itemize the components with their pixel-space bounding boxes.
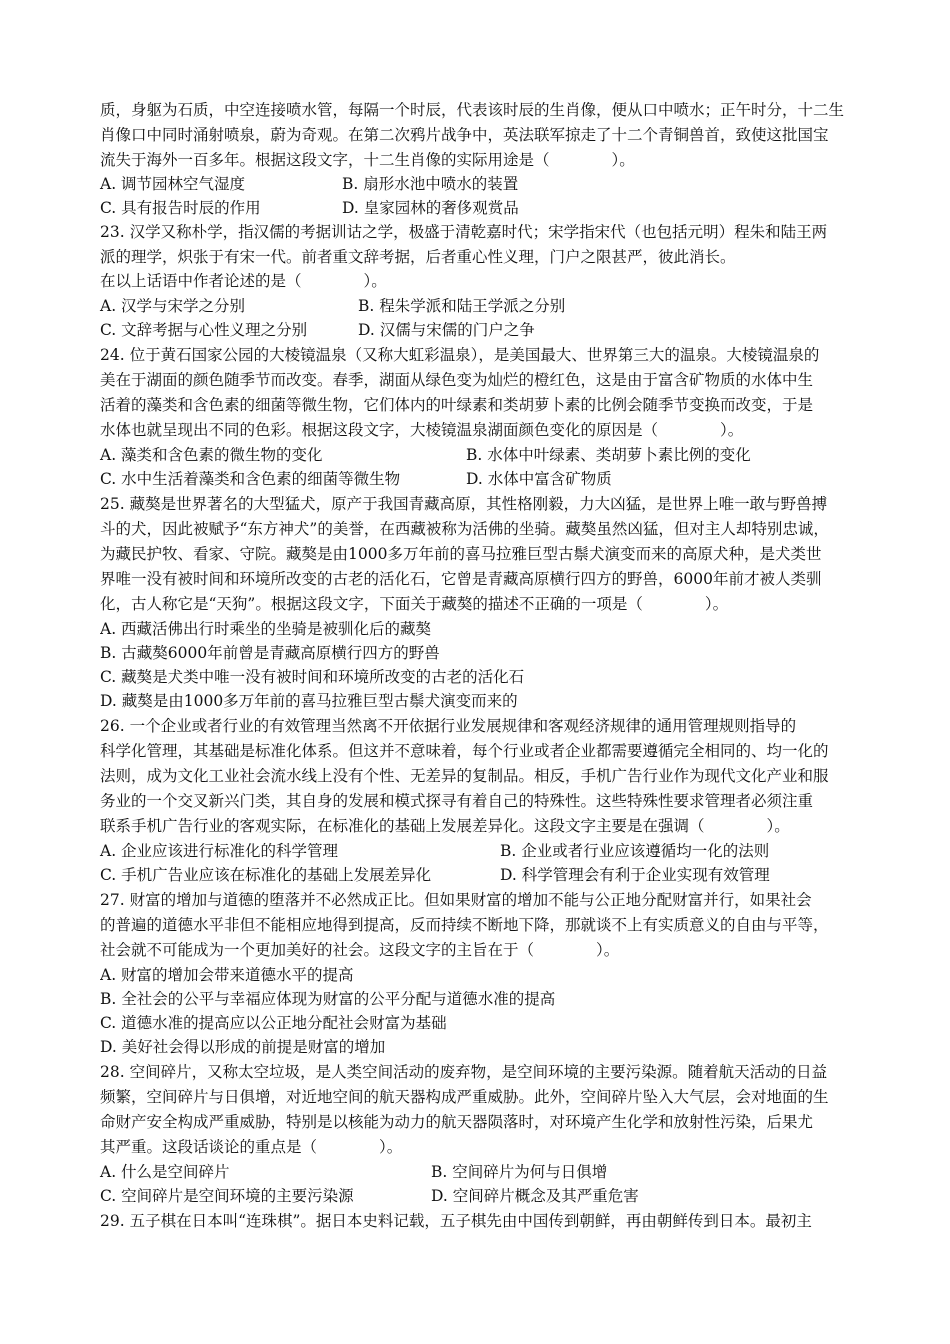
question-24-line-4: 水体也就呈现出不同的色彩。根据这段文字，大棱镜温泉湖面颜色变化的原因是（ ）。 (100, 421, 744, 439)
question-28-option-a[interactable]: A. 什么是空间碎片 (100, 1163, 230, 1181)
question-29-line-1: 29. 五子棋在日本叫“连珠棋”。据日本史料记载，五子棋先由中国传到朝鲜，再由朝鲜传到日本。最初主 (100, 1212, 812, 1230)
question-22-options-row-2 (100, 196, 858, 220)
question-28-line-1: 28. 空间碎片，又称太空垃圾，是人类空间活动的废弃物，是空间环境的主要污染源。随着航天活动的日益 (100, 1063, 828, 1081)
question-27-option-c[interactable]: C. 道德水准的提高应以公正地分配社会财富为基础 (100, 1014, 447, 1032)
question-27-option-d[interactable]: D. 美好社会得以形成的前提是财富的增加 (100, 1038, 386, 1056)
question-28-line-2: 频繁，空间碎片与日俱增，对近地空间的航天器构成严重威胁。此外，空间碎片坠入大气层，会对地面的生 (100, 1088, 829, 1106)
question-25-line-4: 界唯一没有被时间和环境所改变的古老的活化石，它曾是青藏高原横行四方的野兽，6000年前才被人类驯 (100, 570, 822, 588)
question-27-line-2: 的普遍的道德水平非但不能相应地得到提高，反而持续不断地下降，那就谈不上有实质意义的自由与平等， (100, 916, 829, 934)
question-25-option-c[interactable]: C. 藏獒是犬类中唯一没有被时间和环境所改变的古老的活化石 (100, 668, 525, 686)
question-24-option-a[interactable]: A. 藻类和含色素的微生物的变化 (100, 446, 323, 464)
question-24-line-2: 美在于湖面的颜色随季节而改变。春季，湖面从绿色变为灿烂的橙红色，这是由于富含矿物质的水体中生 (100, 371, 814, 389)
question-23-options-row-2 (100, 318, 858, 342)
question-23-line-1: 23. 汉学又称朴学，指汉儒的考据训诂之学，极盛于清乾嘉时代；宋学指宋代（也包括元明）程朱和陆王两 (100, 223, 828, 241)
question-23-option-a[interactable]: A. 汉学与宋学之分别 (100, 297, 246, 315)
question-22-line-2: 肖像口中同时涌射喷泉，蔚为奇观。在第二次鸦片战争中，英法联军掠走了十二个青铜兽首，致使这批国宝 (100, 126, 829, 144)
question-22-line-1: 质，身躯为石质，中空连接喷水管，每隔一个时辰，代表该时辰的生肖像，便从口中喷水；正午时分，十二生 (100, 101, 845, 119)
question-23-line-3: 在以上话语中作者论述的是（ ）。 (100, 272, 387, 290)
question-22-options-row-1 (100, 172, 858, 196)
question-28-options-row-1 (100, 1160, 858, 1184)
question-23-options-row-1 (100, 294, 858, 318)
question-26-option-a[interactable]: A. 企业应该进行标准化的科学管理 (100, 842, 339, 860)
question-25-option-a[interactable]: A. 西藏活佛出行时乘坐的坐骑是被驯化后的藏獒 (100, 620, 432, 638)
question-22-option-a[interactable]: A. 调节园林空气湿度 (100, 175, 246, 193)
question-22-option-c[interactable]: C. 具有报告时辰的作用 (100, 199, 261, 217)
question-28-options-row-2 (100, 1184, 858, 1208)
question-23-option-c[interactable]: C. 文辞考据与心性义理之分别 (100, 321, 308, 339)
question-25-line-1: 25. 藏獒是世界著名的大型猛犬，原产于我国青藏高原，其性格刚毅，力大凶猛，是世界上唯一敢与野兽搏 (100, 495, 828, 513)
question-27-line-3: 社会就不可能成为一个更加美好的社会。这段文字的主旨在于（ ）。 (100, 941, 620, 959)
question-24-option-b[interactable]: B. 水体中叶绿素、类胡萝卜素比例的变化 (466, 446, 751, 464)
question-24-options-row-1 (100, 443, 858, 467)
question-28-option-d[interactable]: D. 空间碎片概念及其严重危害 (431, 1187, 639, 1205)
question-26-line-5: 联系手机广告行业的客观实际，在标准化的基础上发展差异化。这段文字主要是在强调（ ）。 (100, 817, 790, 835)
question-26-option-b[interactable]: B. 企业或者行业应该遵循均一化的法则 (500, 842, 770, 860)
question-25-line-2: 斗的犬，因此被赋予“东方神犬”的美誉，在西藏被称为活佛的坐骑。藏獒虽然凶猛，但对主人却特别忠诚， (100, 520, 829, 538)
question-23-option-b[interactable]: B. 程朱学派和陆王学派之分别 (358, 297, 566, 315)
question-28-option-c[interactable]: C. 空间碎片是空间环境的主要污染源 (100, 1187, 354, 1205)
question-25-option-d[interactable]: D. 藏獒是由1000多万年前的喜马拉雅巨型古鬃犬演变而来的 (100, 692, 518, 710)
question-26-options-row-2 (100, 863, 858, 887)
question-27-option-b[interactable]: B. 全社会的公平与幸福应体现为财富的公平分配与道德水准的提高 (100, 990, 556, 1008)
question-23-line-2: 派的理学，炽张于有宋一代。前者重文辞考据，后者重心性义理，门户之限甚严，彼此消长。 (100, 248, 736, 266)
question-26-line-3: 法则，成为文化工业社会流水线上没有个性、无差异的复制品。相反，手机广告行业作为现代文化产业和服 (100, 767, 829, 785)
question-26-line-4: 务业的一个交叉新兴门类，其自身的发展和模式探寻有着自己的特殊性。这些特殊性要求管理者必须注重 (100, 792, 814, 810)
question-24-line-1: 24. 位于黄石国家公园的大棱镜温泉（又称大虹彩温泉），是美国最大、世界第三大的温泉。大棱镜温泉的 (100, 346, 820, 364)
question-24-option-c[interactable]: C. 水中生活着藻类和含色素的细菌等微生物 (100, 470, 401, 488)
question-28-line-4: 其严重。这段话谈论的重点是（ ）。 (100, 1138, 403, 1156)
question-25-line-5: 化，古人称它是“天狗”。根据这段文字，下面关于藏獒的描述不正确的一项是（ ）。 (100, 595, 729, 613)
question-26-line-2: 科学化管理，其基础是标准化体系。但这并不意味着，每个行业或者企业都需要遵循完全相同的、均一化的 (100, 742, 829, 760)
question-26-options-row-1 (100, 839, 858, 863)
question-24-option-d[interactable]: D. 水体中富含矿物质 (466, 470, 612, 488)
question-27-line-1: 27. 财富的增加与道德的堕落并不必然成正比。但如果财富的增加不能与公正地分配财富并行，如果社会 (100, 891, 812, 909)
question-26-option-c[interactable]: C. 手机广告业应该在标准化的基础上发展差异化 (100, 866, 432, 884)
question-23-option-d[interactable]: D. 汉儒与宋儒的门户之争 (358, 321, 535, 339)
question-26-option-d[interactable]: D. 科学管理会有利于企业实现有效管理 (500, 866, 770, 884)
question-24-options-row-2 (100, 467, 858, 491)
question-25-option-b[interactable]: B. 古藏獒6000年前曾是青藏高原横行四方的野兽 (100, 644, 440, 662)
question-26-line-1: 26. 一个企业或者行业的有效管理当然离不开依据行业发展规律和客观经济规律的通用管理规则指导的 (100, 717, 797, 735)
question-28-line-3: 命财产安全构成严重威胁，特别是以核能为动力的航天器陨落时，对环境产生化学和放射性污染，后果尤 (100, 1113, 814, 1131)
question-28-option-b[interactable]: B. 空间碎片为何与日俱增 (431, 1163, 608, 1181)
question-27-option-a[interactable]: A. 财富的增加会带来道德水平的提高 (100, 966, 354, 984)
question-22-option-d[interactable]: D. 皇家园林的奢侈观赏品 (342, 199, 519, 217)
question-22-option-b[interactable]: B. 扇形水池中喷水的装置 (342, 175, 519, 193)
question-24-line-3: 活着的藻类和含色素的细菌等微生物，它们体内的叶绿素和类胡萝卜素的比例会随季节变换而改变，于是 (100, 396, 814, 414)
question-25-line-3: 为藏民护牧、看家、守院。藏獒是由1000多万年前的喜马拉雅巨型古鬃犬演变而来的高原犬种，是犬类世 (100, 545, 822, 563)
question-22-line-3: 流失于海外一百多年。根据这段文字，十二生肖像的实际用途是（ ）。 (100, 151, 635, 169)
